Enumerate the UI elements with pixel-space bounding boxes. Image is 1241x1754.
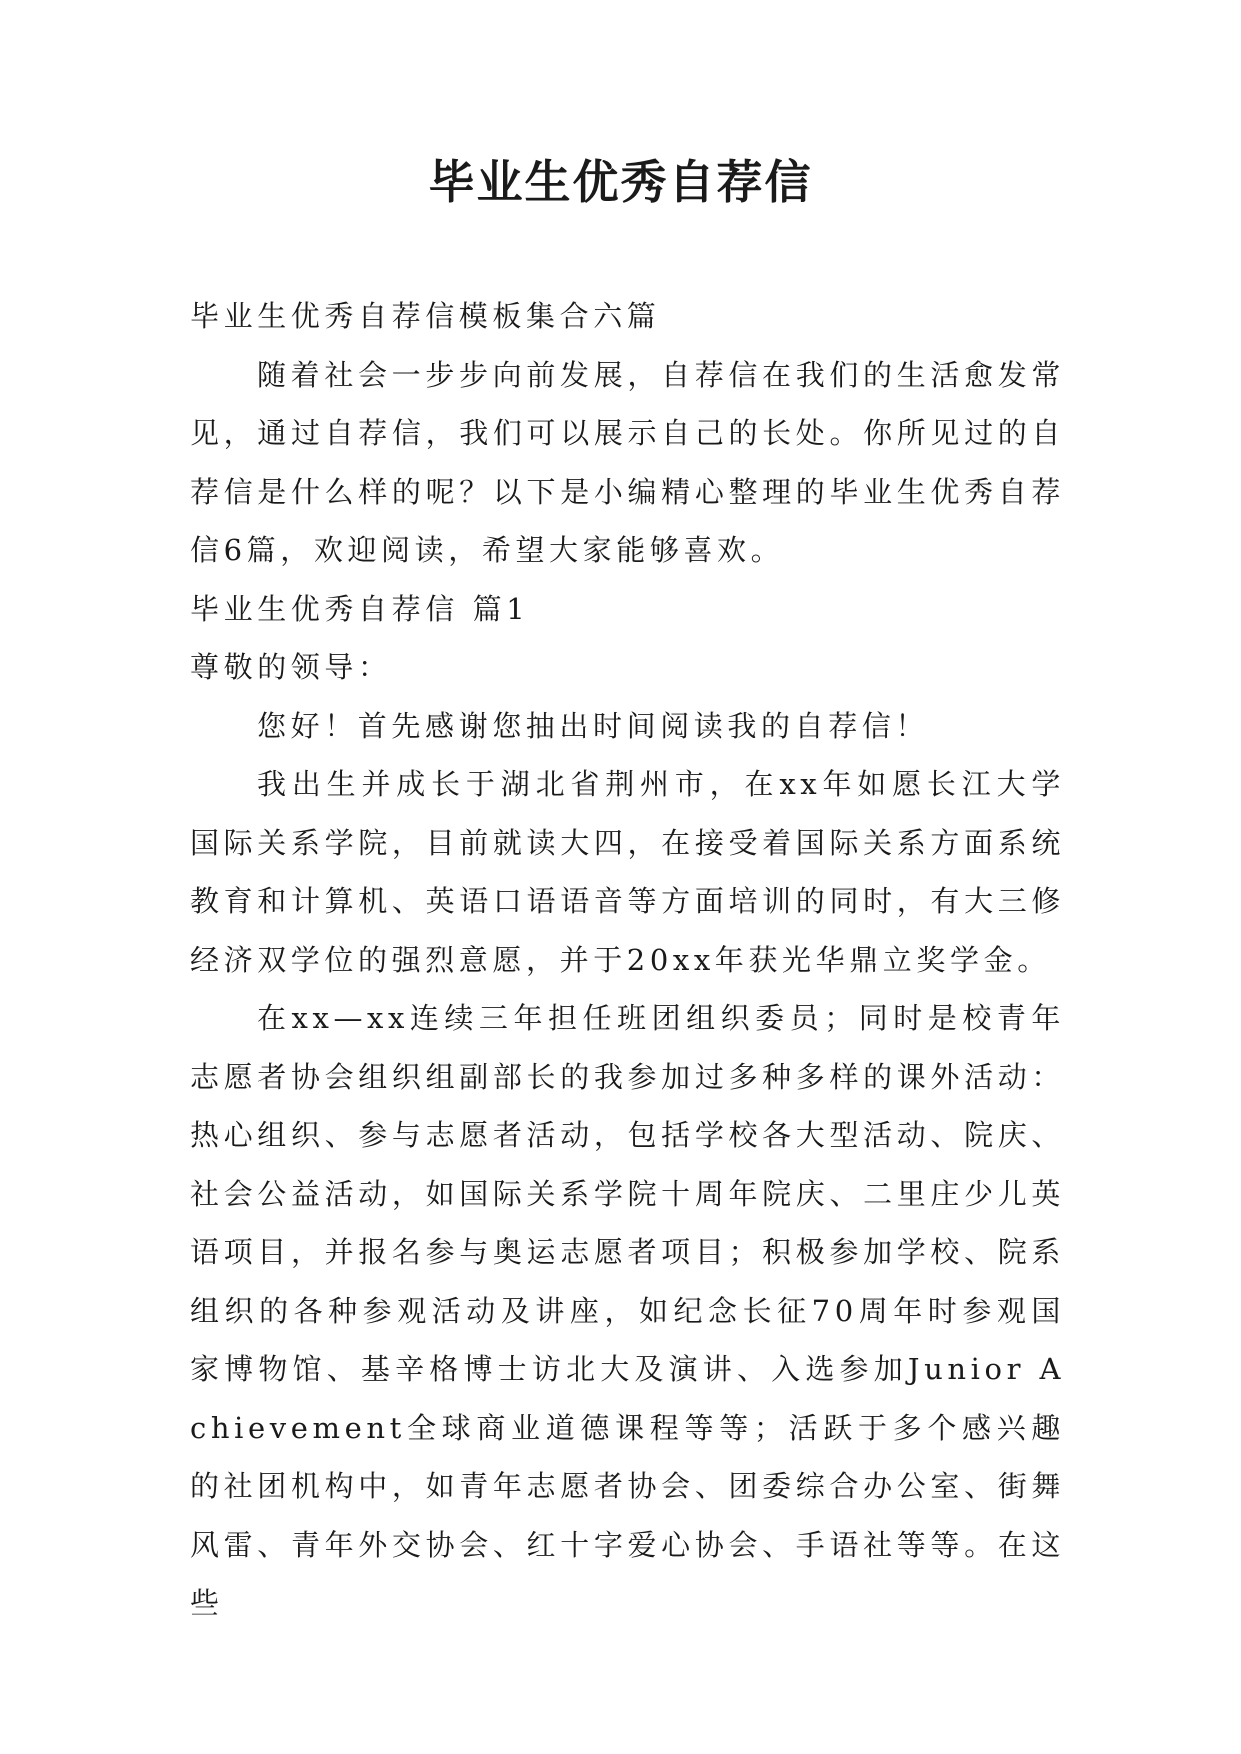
document-body (190, 287, 1065, 1633)
salutation: 尊敬的领导： (190, 650, 392, 684)
document-title: 毕业生优秀自荐信 (428, 155, 813, 209)
activities-paragraph: 在xx—xx连续三年担任班团组织委员；同时是校青年志愿者协会组织组副部长的我参加过多种多样的课外活动：热心组织、参与志愿者活动，包括学校各大型活动、院庆、社会公益活动，如国际关系学院十周年院庆、二里庄少儿英语项目，并报名参与奥运志愿者项目；积极参加学校、院系组织的各种参观活动及讲座，如纪念长征70周年时参观国家博物馆、基辛格博士访北大及演讲、入选参加Junior Achievement全球商业道德课程等等；活跃于多个感兴趣的社团机构中，如青年志愿者协会、团委综合办公室、街舞风雷、青年外交协会、红十字爱心协会、手语社等等。在这些 (190, 1001, 1065, 1620)
section-heading: 毕业生优秀自荐信 篇1 (190, 591, 530, 626)
background-paragraph: 我出生并成长于湖北省荆州市，在xx年如愿长江大学国际关系学院，目前就读大四，在接受着国际关系方面系统教育和计算机、英语口语语音等方面培训的同时，有大三修经济双学位的强烈意愿，并于20xx年获光华鼎立奖学金。 (190, 767, 1065, 977)
greeting-paragraph: 您好！首先感谢您抽出时间阅读我的自荐信！ (257, 708, 930, 743)
subtitle-line: 毕业生优秀自荐信模板集合六篇 (190, 299, 661, 333)
intro-paragraph: 随着社会一步步向前发展，自荐信在我们的生活愈发常见，通过自荐信，我们可以展示自己的长处。你所见过的自荐信是什么样的呢？以下是小编精心整理的毕业生优秀自荐信6篇，欢迎阅读，希望大家能够喜欢。 (190, 357, 1065, 567)
